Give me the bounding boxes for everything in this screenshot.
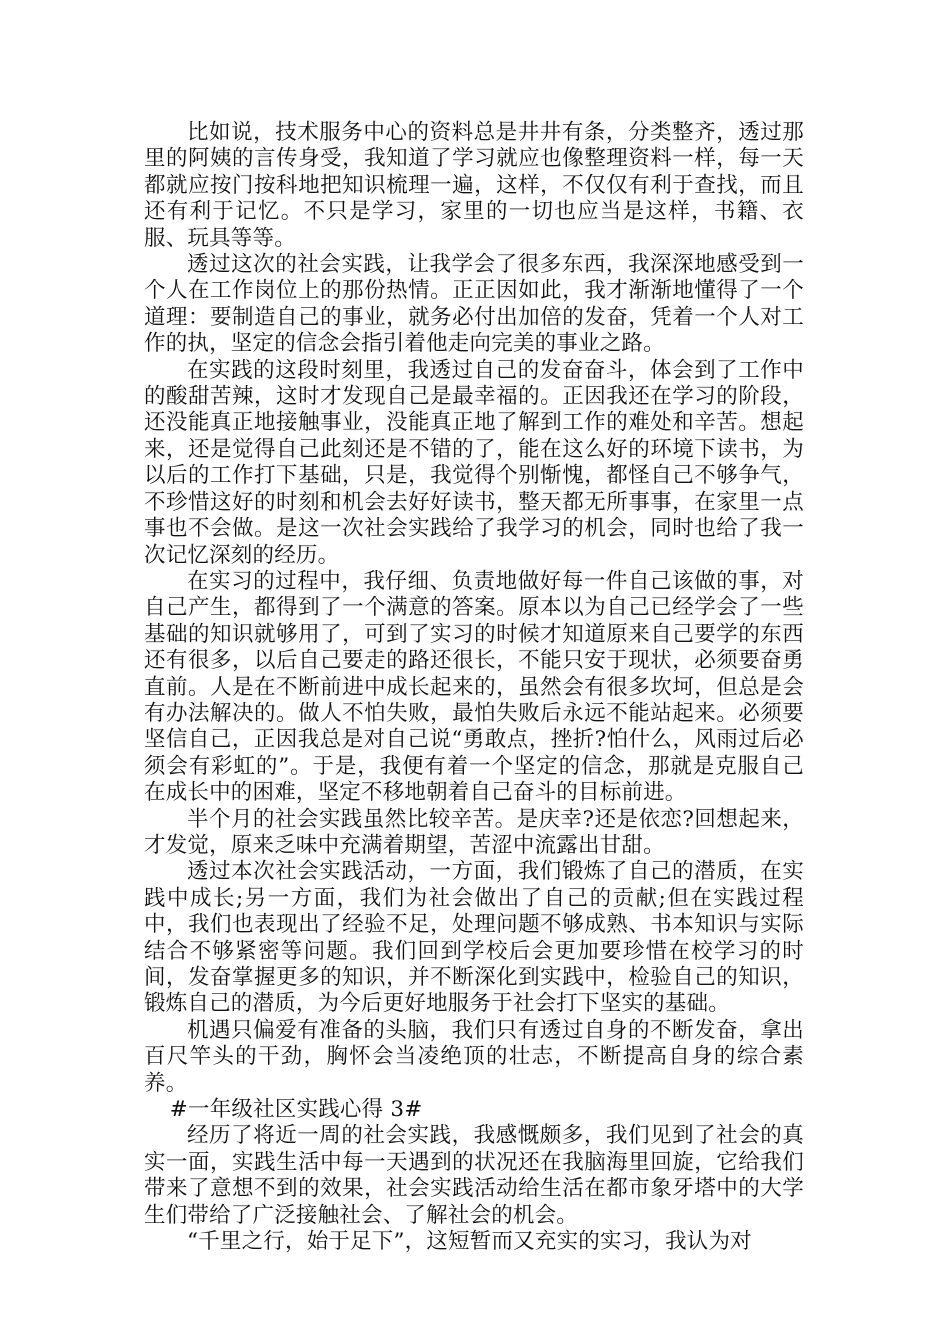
paragraph-6: 透过本次社会实践活动，一方面，我们锻炼了自己的潜质，在实践中成长;另一方面，我们为社会做出了自己的贡献;但在实践过程中，我们也表现出了经验不足，处理问题不够成熟、书本知识与实际结合不够紧密等问题。我们回到学校后会更加要珍惜在校学习的时间，发奋掌握更多的知识，并不断深化到实践中，检验自己的知识，锻炼自己的潜质，为今后更好地服务于社会打下坚实的基础。 <box>144 859 804 1017</box>
paragraph-9: “千里之行，始于足下”，这短暂而又充实的实习，我认为对 <box>187 1229 752 1255</box>
paragraph-2: 透过这次的社会实践，让我学会了很多东西，我深深地感受到一个人在工作岗位上的那份热情。正正因如此，我才渐渐地懂得了一个道理：要制造自己的事业，就务必付出加倍的发奋，凭着一个人对工作的执，坚定的信念会指引着他走向完美的事业之路。 <box>144 252 804 357</box>
document-body <box>144 120 804 1255</box>
paragraph-7: 机遇只偏爱有准备的头脑，我们只有透过自身的不断发奋，拿出百尺竿头的干劲，胸怀会当凌绝顶的壮志，不断提高自身的综合素养。 <box>144 1017 804 1096</box>
paragraph-3: 在实践的这段时刻里，我透过自己的发奋奋斗，体会到了工作中的酸甜苦辣，这时才发现自己是最幸福的。正因我还在学习的阶段，还没能真正地接触事业，没能真正地了解到工作的难处和辛苦。想起来，还是觉得自己此刻还是不错的了，能在这么好的环境下读书，为以后的工作打下基础，只是，我觉得个别惭愧，都怪自己不够争气，不珍惜这好的时刻和机会去好好读书，整天都无所事事，在家里一点事也不会做。是这一次社会实践给了我学习的机会，同时也给了我一次记忆深刻的经历。 <box>144 357 804 568</box>
paragraph-1: 比如说，技术服务中心的资料总是井井有条，分类整齐，透过那里的阿姨的言传身受，我知道了学习就应也像整理资料一样，每一天都就应按门按科地把知识梳理一遍，这样，不仅仅有利于查找，而且还有利于记忆。不只是学习，家里的一切也应当是这样，书籍、衣服、玩具等等。 <box>144 120 804 251</box>
paragraph-4: 在实习的过程中，我仔细、负责地做好每一件自己该做的事，对自己产生，都得到了一个满意的答案。原本以为自己已经学会了一些基础的知识就够用了，可到了实习的时候才知道原来自己要学的东西还有很多，以后自己要走的路还很长，不能只安于现状，必须要奋勇直前。人是在不断前进中成长起来的，虽然会有很多坎坷，但总是会有办法解决的。做人不怕失败，最怕失败后永远不能站起来。必须要坚信自己，正因我总是对自己说“勇敢点，挫折?怕什么，风雨过后必须会有彩虹的”。于是，我便有着一个坚定的信念，那就是克服自己在成长中的困难，坚定不移地朝着自己奋斗的目标前进。 <box>144 568 804 806</box>
paragraph-5: 半个月的社会实践虽然比较辛苦。是庆幸?还是依恋?回想起来，才发觉，原来乏味中充满着期望，苦涩中流露出甘甜。 <box>144 806 804 858</box>
paragraph-8: 经历了将近一周的社会实践，我感慨颇多，我们见到了社会的真实一面，实践生活中每一天遇到的状况还在我脑海里回旋，它给我们带来了意想不到的效果，社会实践活动给生活在都市象牙塔中的大学生们带给了广泛接触社会、了解社会的机会。 <box>144 1123 804 1228</box>
section-heading: #一年级社区实践心得 3# <box>169 1097 423 1123</box>
